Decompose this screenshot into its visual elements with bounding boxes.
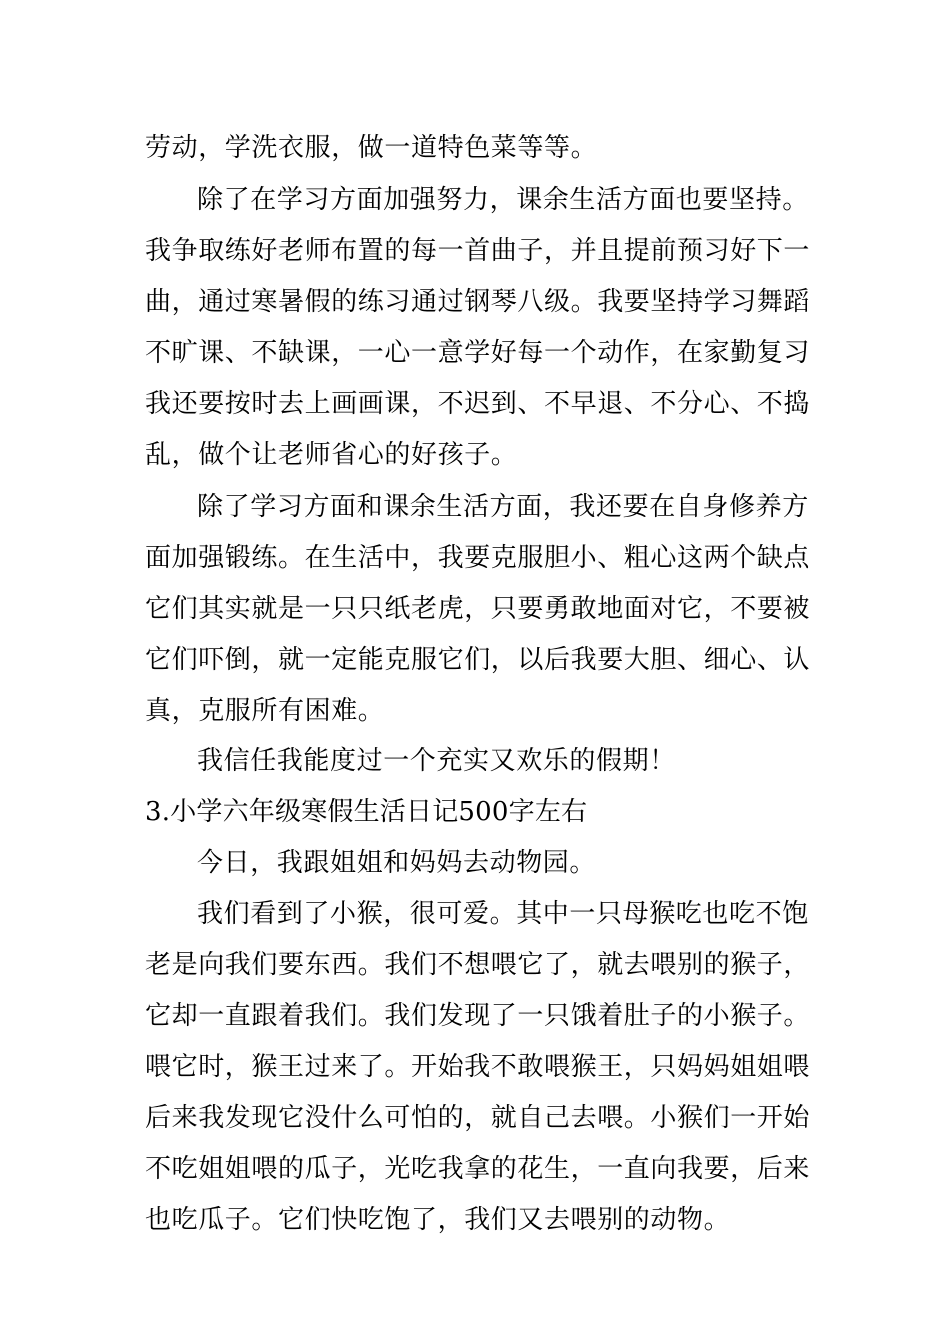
text-line: 老是向我们要东西。我们不想喂它了，就去喂别的猴子，: [145, 950, 811, 980]
text-line: 劳动，学洗衣服，做一道特色菜等等。: [145, 133, 598, 163]
text-line: 不旷课、不缺课，一心一意学好每一个动作，在家勤复习: [145, 338, 811, 368]
text-line: 它们其实就是一只只纸老虎，只要勇敢地面对它，不要被: [145, 594, 811, 624]
text-line: 它却一直跟着我们。我们发现了一只饿着肚子的小猴子。: [145, 1001, 811, 1031]
text-line: 它们吓倒，就一定能克服它们，以后我要大胆、细心、认: [145, 645, 811, 675]
section-heading: 3.小学六年级寒假生活日记500字左右: [145, 797, 588, 827]
text-line: 后来我发现它没什么可怕的，就自己去喂。小猴们一开始: [145, 1103, 811, 1133]
text-line: 面加强锻练。在生活中，我要克服胆小、粗心这两个缺点: [145, 543, 811, 573]
paragraph-start: 除了学习方面和课余生活方面，我还要在自身修养方: [197, 492, 809, 522]
text-line: 曲，通过寒暑假的练习通过钢琴八级。我要坚持学习舞蹈: [145, 287, 811, 317]
text-line: 也吃瓜子。它们快吃饱了，我们又去喂别的动物。: [145, 1205, 731, 1235]
text-line: 不吃姐姐喂的瓜子，光吃我拿的花生，一直向我要，后来: [145, 1154, 811, 1184]
text-line: 真，克服所有困难。: [145, 696, 385, 726]
text-line: 我还要按时去上画画课，不迟到、不早退、不分心、不捣: [145, 389, 811, 419]
paragraph-start: 我信任我能度过一个充实又欢乐的假期！: [197, 746, 676, 776]
paragraph-start: 我们看到了小猴，很可爱。其中一只母猴吃也吃不饱: [197, 899, 809, 929]
text-line: 我争取练好老师布置的每一首曲子，并且提前预习好下一: [145, 236, 811, 266]
text-line: 喂它时，猴王过来了。开始我不敢喂猴王，只妈妈姐姐喂: [145, 1052, 811, 1082]
text-line: 乱，做个让老师省心的好孩子。: [145, 440, 518, 470]
paragraph-start: 除了在学习方面加强努力，课余生活方面也要坚持。: [197, 185, 809, 215]
paragraph-start: 今日，我跟姐姐和妈妈去动物园。: [197, 848, 597, 878]
